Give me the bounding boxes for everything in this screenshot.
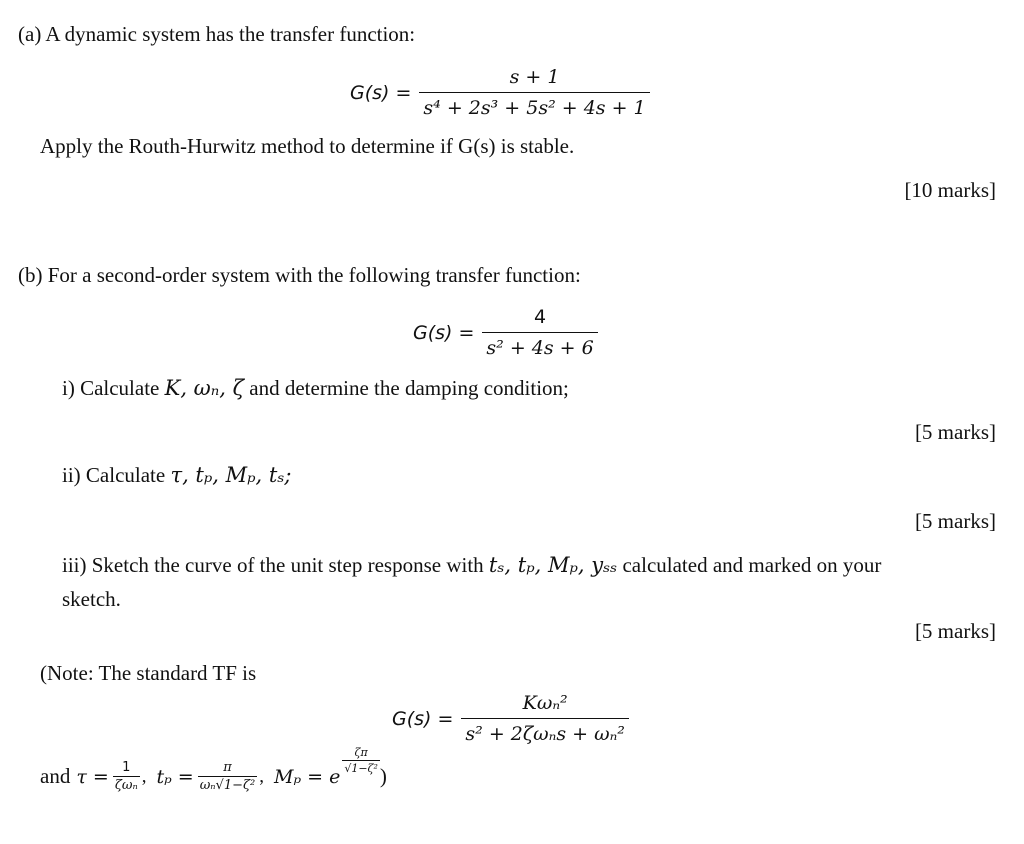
part-b-question-3	[62, 555, 881, 576]
part-a-eq-lhs: G(s) =	[350, 81, 412, 104]
part-a-fraction	[419, 66, 649, 119]
note-and-text: and	[40, 764, 71, 788]
tp-fraction	[198, 760, 258, 793]
close-paren: )	[379, 764, 387, 788]
q1-variables: K, ωₙ, ζ	[164, 376, 245, 400]
tau-fraction	[113, 760, 140, 793]
note-fraction	[461, 692, 629, 745]
q3-prefix: iii) Sketch the curve of the unit step response with	[62, 553, 489, 577]
tau-denominator: ζωₙ	[114, 778, 138, 793]
note-denominator: s² + 2ζωₙs + ωₙ²	[461, 718, 629, 745]
tp-numerator: π	[223, 760, 232, 775]
tau-numerator: 1	[122, 760, 131, 775]
part-a-transfer-function	[350, 66, 650, 119]
part-a-denominator: s⁴ + 2s³ + 5s² + 4s + 1	[419, 92, 649, 119]
tp-lhs: tₚ =	[156, 765, 194, 788]
q1-prefix: i) Calculate	[62, 376, 165, 400]
q2-prefix: ii) Calculate	[62, 463, 171, 487]
comma: ,	[141, 765, 147, 787]
mp-exponent-denominator: √1−ζ²	[344, 762, 378, 775]
tp-denominator: ωₙ√1−ζ²	[199, 778, 256, 793]
q1-suffix: and determine the damping condition;	[244, 376, 569, 400]
note-intro: (Note: The standard TF is	[40, 661, 257, 685]
mp-lhs: Mₚ = e	[274, 765, 341, 788]
part-b-q1-marks: [5 marks]	[914, 420, 996, 444]
mp-exponent-numerator: ζπ	[354, 746, 368, 759]
tau-lhs: τ =	[76, 765, 109, 788]
q3-suffix: calculated and marked on your	[617, 553, 882, 577]
comma: ,	[259, 765, 265, 787]
note-standard-tf	[392, 692, 629, 745]
part-b-fraction	[482, 306, 597, 359]
part-b-numerator: 4	[534, 306, 547, 328]
part-b-eq-lhs: G(s) =	[413, 321, 475, 344]
part-a-numerator: s + 1	[509, 66, 560, 88]
part-b-question-3-line-2: sketch.	[62, 587, 121, 611]
part-a-task: Apply the Routh-Hurwitz method to determine if G(s) is stable.	[40, 134, 575, 158]
note-numerator: Kωₙ²	[522, 692, 568, 714]
part-a-intro: (a) A dynamic system has the transfer function:	[18, 22, 416, 46]
part-b-q2-marks: [5 marks]	[914, 509, 996, 533]
note-eq-lhs: G(s) =	[392, 707, 454, 730]
part-b-question-1	[62, 378, 569, 399]
part-a-marks: [10 marks]	[904, 178, 996, 202]
part-b-transfer-function	[413, 306, 598, 359]
mp-exponent-fraction	[342, 746, 380, 775]
part-b-intro: (b) For a second-order system with the following transfer function:	[18, 263, 581, 287]
q3-variables: tₛ, tₚ, Mₚ, yₛₛ	[488, 553, 618, 577]
q2-variables: τ, tₚ, Mₚ, tₛ;	[170, 463, 292, 487]
part-b-question-2	[62, 465, 291, 486]
part-b-q3-marks: [5 marks]	[914, 619, 996, 643]
part-b-denominator: s² + 4s + 6	[482, 332, 597, 359]
